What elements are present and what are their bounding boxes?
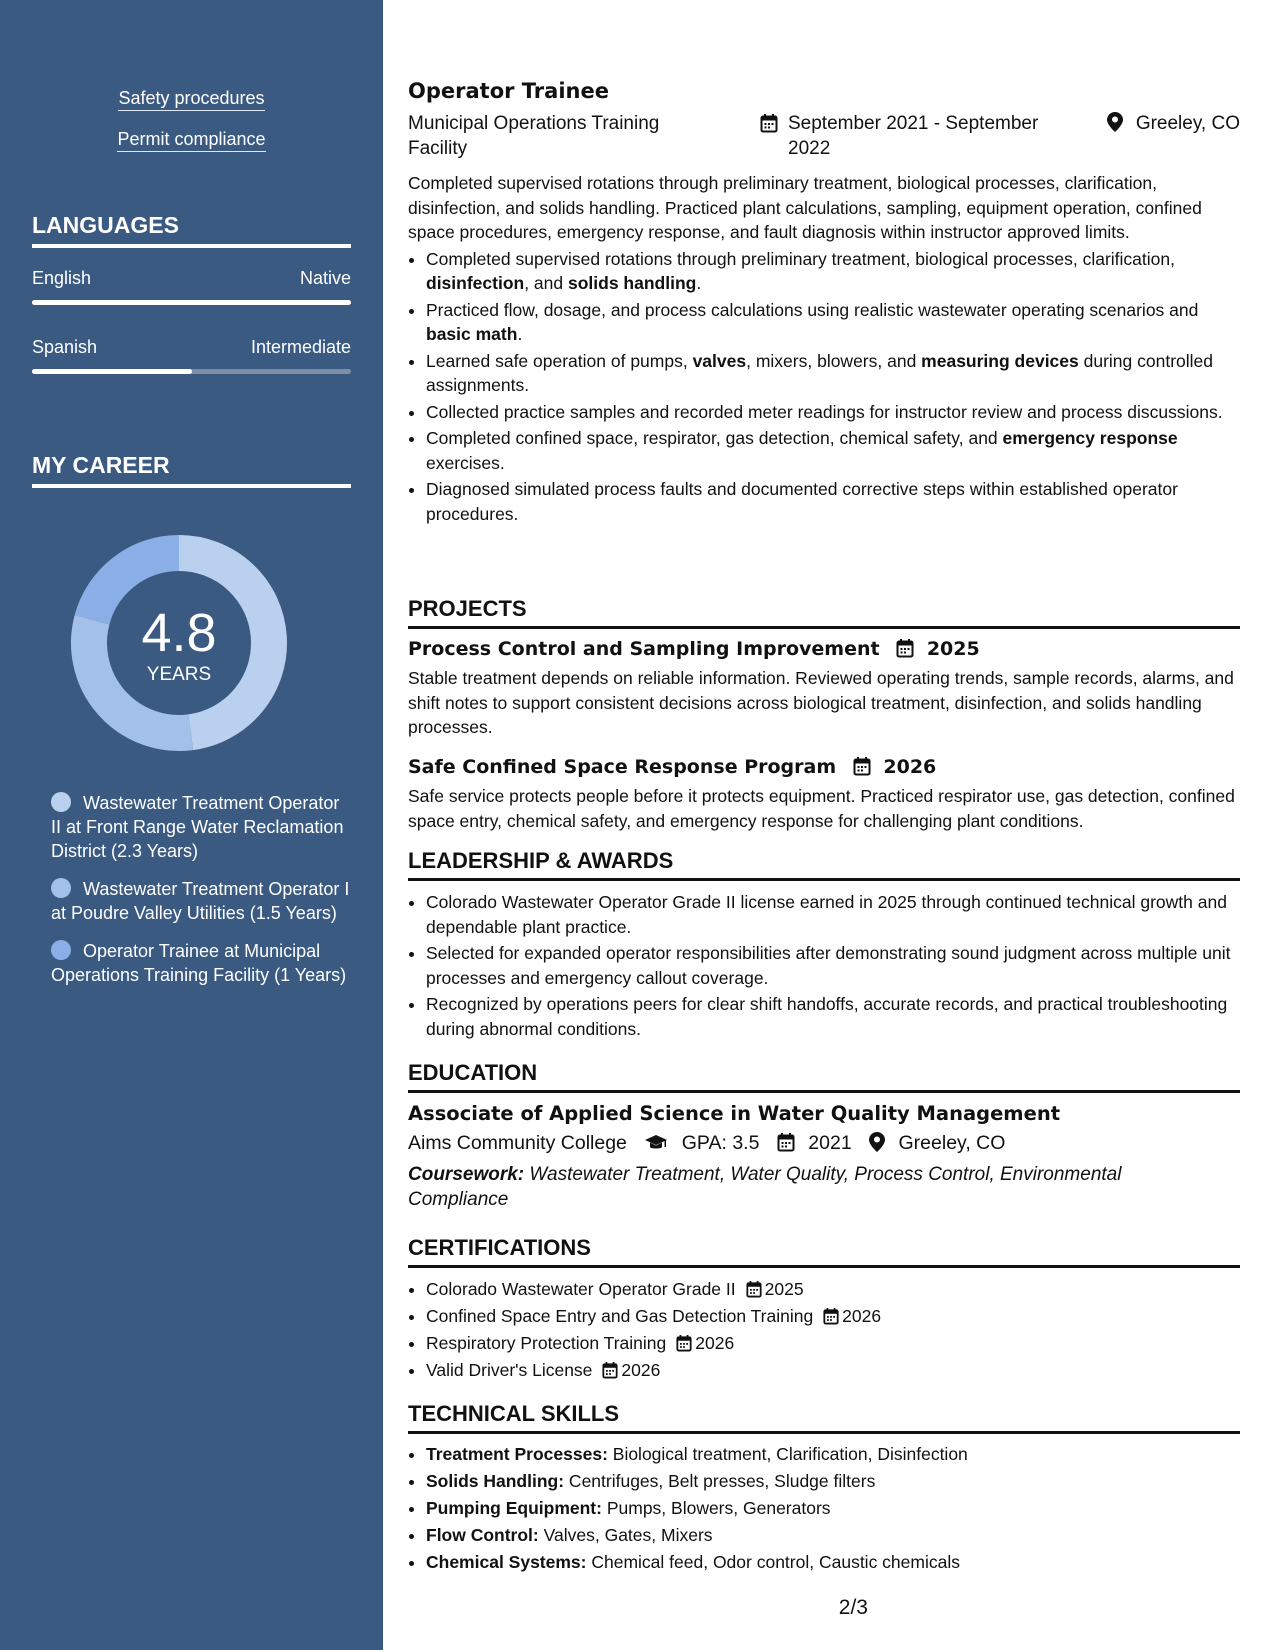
education-heading: EDUCATION — [408, 1060, 1240, 1093]
certification-name: Confined Space Entry and Gas Detection Training — [426, 1306, 814, 1326]
project-title — [408, 756, 936, 778]
technical-skill-item: • Solids Handling: Centrifuges, Belt presses, Sludge filters — [426, 1469, 1240, 1494]
language-proficiency-fill — [32, 300, 351, 305]
job-bullets — [408, 247, 1240, 527]
language-proficiency-bar — [32, 369, 351, 374]
education-details — [408, 1132, 1005, 1155]
technical-skill-item: • Flow Control: Valves, Gates, Mixers — [426, 1523, 1240, 1548]
job-bullet: • Practiced flow, dosage, and process calculations using realistic wastewater operating scenarios and basic math. — [426, 298, 1240, 347]
education-year: 2021 — [808, 1132, 852, 1154]
job-bullet: • Learned safe operation of pumps, valves, mixers, blowers, and measuring devices during controlled assignments. — [426, 349, 1240, 398]
job-bullet: • Completed confined space, respirator, gas detection, chemical safety, and emergency response exercises. — [426, 426, 1240, 475]
certifications-heading: CERTIFICATIONS — [408, 1235, 1240, 1268]
skill-label: Safety procedures — [118, 88, 264, 111]
calendar-icon — [853, 756, 871, 776]
project-year: 2026 — [883, 756, 937, 778]
leadership-heading: LEADERSHIP & AWARDS — [408, 848, 1240, 881]
career-legend-dot — [51, 940, 71, 960]
school-name: Aims Community College — [408, 1132, 627, 1154]
coursework-text: Wastewater Treatment, Water Quality, Process Control, Environmental Compliance — [408, 1164, 1122, 1210]
certification-year: 2026 — [602, 1360, 660, 1380]
language-proficiency-fill — [32, 369, 192, 374]
certification-item — [426, 1304, 1240, 1329]
sidebar — [0, 0, 383, 1650]
career-list — [51, 791, 351, 1001]
job-location — [1107, 111, 1240, 136]
language-name: Spanish — [32, 337, 98, 357]
project-title-text: Safe Confined Space Response Program — [408, 756, 837, 778]
calendar-icon — [896, 638, 914, 658]
job-title: Operator Trainee — [408, 79, 609, 103]
calendar-icon — [760, 113, 778, 133]
education-location: Greeley, CO — [898, 1132, 1006, 1154]
coursework — [408, 1163, 1188, 1212]
graduation-cap-icon — [644, 1134, 668, 1152]
career-item — [51, 877, 351, 925]
career-legend-dot — [51, 878, 71, 898]
language-level: Native — [299, 268, 351, 288]
job-bullet: • Diagnosed simulated process faults and documented corrective steps within established operator procedures. — [426, 477, 1240, 526]
leadership-item: • Recognized by operations peers for clear shift handoffs, accurate records, and practical troubleshooting during abnormal conditions. — [426, 992, 1240, 1041]
career-heading: MY CAREER — [32, 452, 351, 488]
education-gpa: GPA: 3.5 — [681, 1132, 760, 1154]
career-total-years: 4.8 — [141, 603, 217, 663]
certification-name: Valid Driver's License — [426, 1360, 593, 1380]
calendar-icon — [777, 1132, 795, 1152]
calendar-icon — [676, 1334, 692, 1352]
job-bullet: • Collected practice samples and recorded meter readings for instructor review and process discussions. — [426, 400, 1240, 425]
job-company: Municipal Operations Training Facility — [408, 113, 660, 159]
language-name: English — [32, 268, 92, 288]
skill-label: Permit compliance — [117, 129, 265, 152]
skill-list — [0, 88, 383, 150]
technical-skills-heading: TECHNICAL SKILLS — [408, 1401, 1240, 1434]
technical-skill-item: • Chemical Systems: Chemical feed, Odor control, Caustic chemicals — [426, 1550, 1240, 1575]
career-donut-chart — [66, 530, 292, 756]
coursework-label: Coursework: — [408, 1164, 525, 1185]
calendar-icon — [823, 1307, 839, 1325]
degree-title: Associate of Applied Science in Water Quality Management — [408, 1102, 1061, 1125]
technical-skill-item: • Pumping Equipment: Pumps, Blowers, Generators — [426, 1496, 1240, 1521]
certification-year: 2026 — [823, 1306, 881, 1326]
technical-skills-list — [408, 1442, 1240, 1577]
map-pin-icon — [1107, 112, 1123, 132]
certification-year: 2026 — [676, 1333, 734, 1353]
career-item — [51, 939, 351, 987]
technical-skill-item: • Treatment Processes: Biological treatment, Clarification, Disinfection — [426, 1442, 1240, 1467]
skill-item — [0, 88, 383, 109]
calendar-icon — [602, 1361, 618, 1379]
certification-name: Colorado Wastewater Operator Grade II — [426, 1279, 736, 1299]
career-item-text: Operator Trainee at Municipal Operations Training Facility (1 Years) — [51, 941, 347, 985]
language-level: Intermediate — [250, 337, 351, 357]
certification-item — [426, 1331, 1240, 1356]
certification-year: 2025 — [746, 1279, 804, 1299]
job-dates-text: September 2021 - September 2022 — [788, 113, 1039, 159]
main-content — [408, 0, 1240, 1650]
certification-item — [426, 1358, 1240, 1383]
career-years-unit: YEARS — [146, 664, 212, 685]
project-title — [408, 638, 980, 660]
projects-heading: PROJECTS — [408, 596, 1240, 629]
certifications-list — [408, 1277, 1240, 1385]
project-title-text: Process Control and Sampling Improvement — [408, 638, 880, 660]
job-summary-block — [408, 171, 1240, 528]
map-pin-icon — [869, 1132, 885, 1152]
job-location-text: Greeley, CO — [1135, 113, 1240, 134]
skill-item — [0, 129, 383, 150]
certification-name: Respiratory Protection Training — [426, 1333, 667, 1353]
leadership-item: • Colorado Wastewater Operator Grade II license earned in 2025 through continued technical growth and dependable plant practice. — [426, 890, 1240, 939]
job-summary: Completed supervised rotations through preliminary treatment, biological processes, clarification, disinfection, and solids handling. Practiced plant calculations, sampling, equipment operation, confined space procedures, emergency response, and fault diagnosis within instructor approved limits. — [408, 173, 1202, 242]
job-bullet: • Completed supervised rotations through preliminary treatment, biological processes, clarification, disinfection, and solids handling. — [426, 247, 1240, 296]
languages-heading: LANGUAGES — [32, 212, 351, 248]
career-item — [51, 791, 351, 863]
project-description: Stable treatment depends on reliable information. Reviewed operating trends, sample records, alarms, and shift notes to support consistent decisions across biological treatment, disinfection, and solids handling processes. — [408, 668, 1234, 737]
calendar-icon — [746, 1280, 762, 1298]
page-number: 2/3 — [838, 1596, 868, 1619]
project-year: 2025 — [926, 638, 980, 660]
leadership-list — [408, 890, 1240, 1043]
career-legend-dot — [51, 792, 71, 812]
certification-item — [426, 1277, 1240, 1302]
project-description: Safe service protects people before it protects equipment. Practiced respirator use, gas detection, confined space entry, chemical safety, and emergency response for challenging plant conditions. — [408, 786, 1235, 831]
career-item-text: Wastewater Treatment Operator II at Front Range Water Reclamation District (2.3 Years) — [51, 793, 344, 861]
leadership-item: • Selected for expanded operator responsibilities after demonstrating sound judgment across multiple unit processes and emergency callout coverage. — [426, 941, 1240, 990]
career-item-text: Wastewater Treatment Operator I at Poudre Valley Utilities (1.5 Years) — [51, 879, 350, 923]
job-dates — [760, 111, 1080, 161]
language-proficiency-bar — [32, 300, 351, 305]
